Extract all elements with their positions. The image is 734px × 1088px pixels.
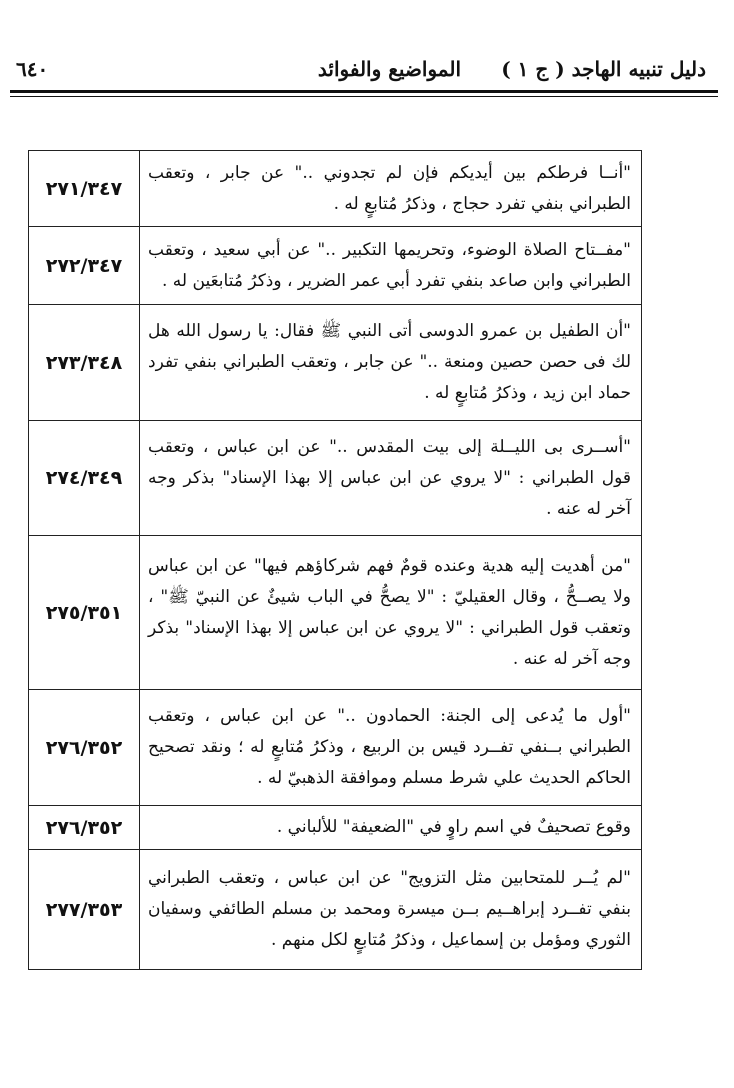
entry-text: "مفــتاح الصلاة الوضوء، وتحريمها التكبير .." عن أبي سعيد ، وتعقب الطبراني وابن صاعد بنفي تفرد أبي عمر الضرير ، وذكرُ مُتابعَين له . [140,227,642,305]
table-row [29,690,642,806]
table-row [29,227,642,305]
entry-text: "من أهديت إليه هدية وعنده قومٌ فهم شركاؤهم فيها" عن ابن عباس ولا يصــحُّ ، وقال العقيليّ : "لا يصحُّ في الباب شيئٌ عن النبيّ ﷺ" ، وتعقب قول الطبراني : "لا يروي عن ابن عباس إلا بهذا الإسناد" بذكر وجه آخر له عنه . [140,536,642,690]
entry-reference: ٢٧٣/٣٤٨ [29,305,140,421]
entry-reference: ٢٧٢/٣٤٧ [29,227,140,305]
entry-text: "أن الطفيل بن عمرو الدوسى أتى النبي ﷺ فقال: يا رسول الله هل لك فى حصن حصين ومنعة .." عن جابر ، وتعقب الطبراني بنفي تفرد حماد ابن زيد ، وذكرُ مُتابعٍ له . [140,305,642,421]
header-rule-thin [10,96,718,97]
entry-text: "أنــا فرطكم بين أيديكم فإن لم تجدوني .." عن جابر ، وتعقب الطبراني بنفي تفرد حجاج ، وذكرُ مُتابعٍ له . [140,151,642,227]
entry-reference: ٢٧٦/٣٥٢ [29,806,140,850]
table-row [29,536,642,690]
running-header [10,55,716,91]
page-number: ٦٤٠ [16,57,49,81]
table-row [29,305,642,421]
entry-reference: ٢٧١/٣٤٧ [29,151,140,227]
section-title: المواضيع والفوائد [317,57,461,81]
book-title: دليل تنبيه الهاجد ( ج ١ ) [501,57,706,81]
table-row [29,151,642,227]
table-row [29,806,642,850]
entry-reference: ٢٧٤/٣٤٩ [29,421,140,536]
table-row [29,421,642,536]
entry-text: "لم يُــر للمتحابين مثل التزويج" عن ابن عباس ، وتعقب الطبراني بنفي تفــرد إبراهــيم بــن ميسرة ومحمد بن مسلم الطائفي وسفيان الثوري ومؤمل بن إسماعيل ، وذكرُ مُتابعٍ لكل منهم . [140,850,642,970]
entry-text: "أســرى بى الليــلة إلى بيت المقدس .." عن ابن عباس ، وتعقب قول الطبراني : "لا يروي عن ابن عباس إلا بهذا الإسناد" بذكر وجه آخر له عنه . [140,421,642,536]
entry-reference: ٢٧٧/٣٥٣ [29,850,140,970]
header-rule-thick [10,90,718,93]
entries-table [28,150,642,970]
entry-text: وقوع تصحيفٌ في اسم راوٍ في "الضعيفة" للألباني . [140,806,642,850]
entry-reference: ٢٧٥/٣٥١ [29,536,140,690]
entry-text: "أول ما يُدعى إلى الجنة: الحمادون .." عن ابن عباس ، وتعقب الطبراني بــنفي تفــرد قيس بن الربيع ، وذكرُ مُتابعٍ له ؛ ونقد تصحيح الحاكم الحديث علي شرط مسلم وموافقة الذهبيّ له . [140,690,642,806]
table-row [29,850,642,970]
entry-reference: ٢٧٦/٣٥٢ [29,690,140,806]
